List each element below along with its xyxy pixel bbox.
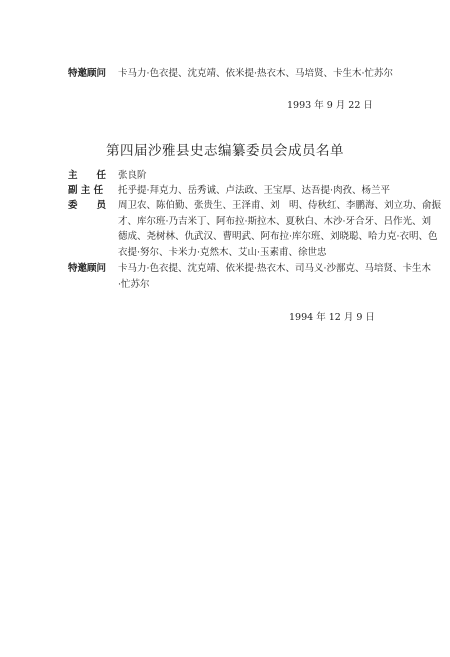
advisors-label: 特邀顾问 [68,68,107,79]
director-line: 张良阶 [118,170,147,181]
advisors-line: 卡马力·色衣提、沈克靖、依米提·热衣木、司马义·沙鄯克、马培贤、卡生木 [118,263,432,274]
advisors-names [118,261,431,292]
advisors-line: ·忙苏尔 [118,278,150,290]
advisors-line: 卡马力·色衣提、沈克靖、依米提·热衣木、马培贤、卡生木·忙苏尔 [118,68,394,79]
members-line: 衣提·努尔、卡米力·克然木、艾山·玉素甫、徐世忠 [118,246,327,258]
director-label: 主 任 [68,170,107,181]
deputy-director-line: 托乎提·拜克力、岳秀诚、卢法政、王宝厚、达吾提·肉孜、杨兰平 [118,185,391,196]
advisors-names [118,66,393,82]
date-1993: 1993 年 9 月 22 日 [287,100,373,111]
advisors-label: 特邀顾问 [68,263,107,274]
members-line: 德成、尧树林、仇武汉、曹明武、阿布拉·库尔班、刘晓聪、哈力克·衣明、色 [118,231,438,242]
document-title: 第四届沙雅县史志编纂委员会成员名单 [106,143,344,159]
deputy-director-names [118,183,390,199]
members-names [118,198,441,260]
director-names [118,168,147,184]
members-line: 才、库尔班·乃吉米丁、阿布拉·斯拉木、夏秋白、木沙·牙合牙、吕作光、刘 [118,215,432,227]
members-line: 周卫农、陈伯勤、张贵生、王泽甫、刘 明、侍秋红、李鹏海、刘立功、俞振 [118,200,442,211]
deputy-director-label: 副 主 任 [68,185,104,196]
date-1994: 1994 年 12 月 9 日 [289,312,375,323]
members-label: 委 员 [68,200,107,211]
